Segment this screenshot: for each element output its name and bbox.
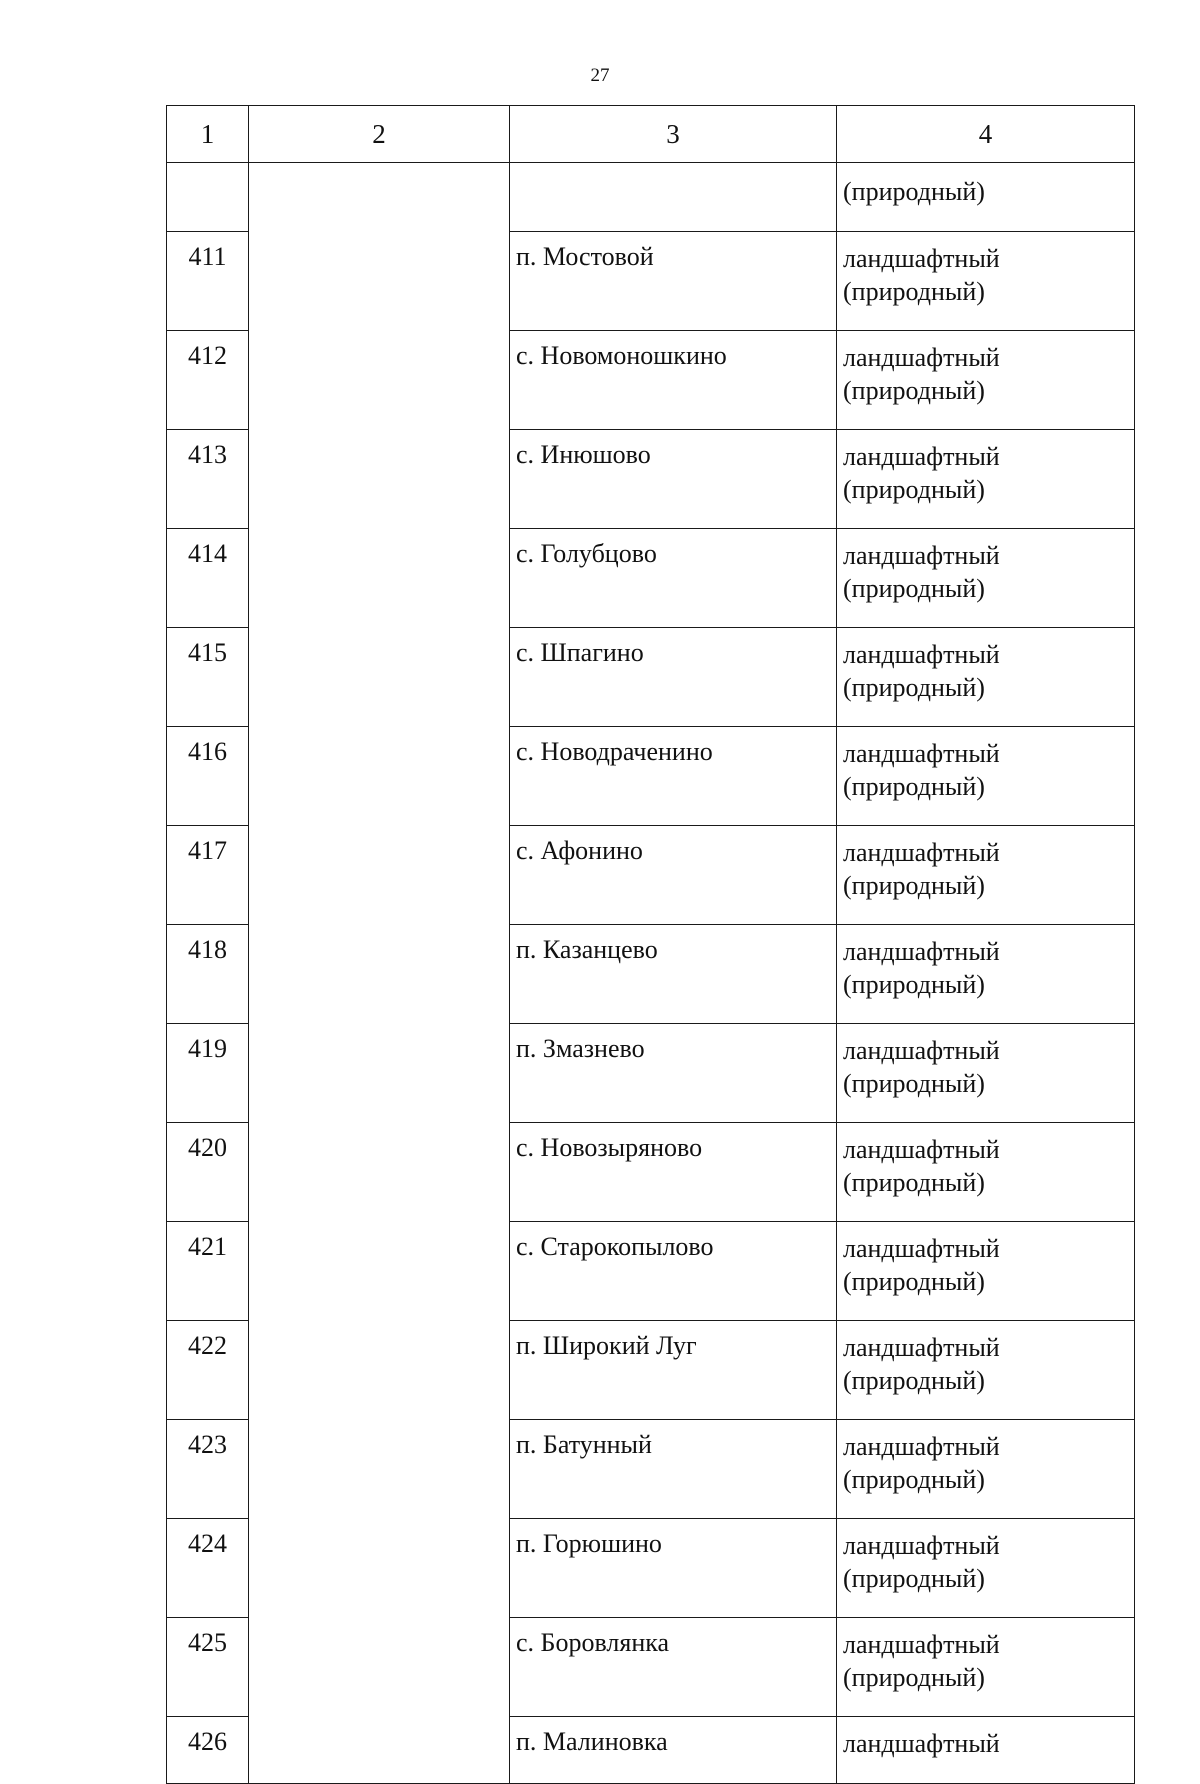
row-number (167, 163, 249, 232)
object-type (837, 331, 1135, 430)
column-2-merged-cell (249, 163, 510, 1784)
header-cell-4: 4 (837, 106, 1135, 163)
settlement-name: с. Боровлянка (510, 1618, 837, 1717)
object-type-line: (природный) (843, 1069, 985, 1098)
object-type (837, 529, 1135, 628)
settlement-name: с. Инюшово (510, 430, 837, 529)
row-number: 422 (167, 1321, 249, 1420)
settlement-name: п. Малиновка (510, 1717, 837, 1784)
object-type (837, 727, 1135, 826)
settlement-name (510, 163, 837, 232)
object-type-line: (природный) (843, 376, 985, 405)
object-type-line: ландшафтный (843, 1234, 1000, 1263)
objects-table (166, 105, 1135, 1784)
row-number: 420 (167, 1123, 249, 1222)
settlement-name: с. Новодраченино (510, 727, 837, 826)
object-type-line: ландшафтный (843, 739, 1000, 768)
settlement-name: с. Новомоношкино (510, 331, 837, 430)
header-cell-1: 1 (167, 106, 249, 163)
object-type-line: (природный) (843, 871, 985, 900)
object-type-line: ландшафтный (843, 1333, 1000, 1362)
settlement-name: п. Казанцево (510, 925, 837, 1024)
header-cell-3: 3 (510, 106, 837, 163)
row-number: 412 (167, 331, 249, 430)
row-number: 411 (167, 232, 249, 331)
settlement-name: п. Горюшино (510, 1519, 837, 1618)
settlement-name: п. Змазнево (510, 1024, 837, 1123)
object-type (837, 1717, 1135, 1784)
object-type (837, 1420, 1135, 1519)
object-type (837, 1024, 1135, 1123)
settlement-name: п. Мостовой (510, 232, 837, 331)
settlement-name: с. Новозыряново (510, 1123, 837, 1222)
object-type-line: (природный) (843, 574, 985, 603)
row-number: 421 (167, 1222, 249, 1321)
object-type (837, 430, 1135, 529)
object-type (837, 1222, 1135, 1321)
object-type-line: ландшафтный (843, 541, 1000, 570)
object-type (837, 1321, 1135, 1420)
object-type-line: (природный) (843, 1465, 985, 1494)
object-type-line: (природный) (843, 277, 985, 306)
page-number: 27 (590, 65, 610, 86)
settlement-name: с. Старокопылово (510, 1222, 837, 1321)
object-type-line: (природный) (843, 1168, 985, 1197)
row-number: 413 (167, 430, 249, 529)
row-number: 426 (167, 1717, 249, 1784)
object-type (837, 1618, 1135, 1717)
object-type-line: (природный) (843, 1663, 985, 1692)
row-number: 414 (167, 529, 249, 628)
object-type-line: (природный) (843, 475, 985, 504)
object-type (837, 1519, 1135, 1618)
row-number: 425 (167, 1618, 249, 1717)
header-cell-2: 2 (249, 106, 510, 163)
object-type (837, 826, 1135, 925)
settlement-name: п. Батунный (510, 1420, 837, 1519)
row-number: 424 (167, 1519, 249, 1618)
object-type-line: ландшафтный (843, 1531, 1000, 1560)
settlement-name: п. Широкий Луг (510, 1321, 837, 1420)
object-type-line: ландшафтный (843, 244, 1000, 273)
table-header-row (167, 106, 1135, 163)
object-type (837, 925, 1135, 1024)
object-type-line: (природный) (843, 177, 985, 206)
object-type-line: ландшафтный (843, 1630, 1000, 1659)
table-row-continuation (167, 163, 1135, 232)
object-type-line: (природный) (843, 1267, 985, 1296)
object-type-line: ландшафтный (843, 1729, 1000, 1758)
object-type-line: (природный) (843, 1366, 985, 1395)
object-type-line: ландшафтный (843, 937, 1000, 966)
row-number: 416 (167, 727, 249, 826)
object-type (837, 232, 1135, 331)
object-type (837, 163, 1135, 232)
settlement-name: с. Афонино (510, 826, 837, 925)
row-number: 423 (167, 1420, 249, 1519)
object-type-line: (природный) (843, 673, 985, 702)
settlement-name: с. Шпагино (510, 628, 837, 727)
row-number: 417 (167, 826, 249, 925)
object-type-line: (природный) (843, 1564, 985, 1593)
object-type-line: ландшафтный (843, 838, 1000, 867)
object-type-line: ландшафтный (843, 1135, 1000, 1164)
object-type-line: ландшафтный (843, 640, 1000, 669)
object-type (837, 1123, 1135, 1222)
row-number: 418 (167, 925, 249, 1024)
object-type-line: ландшафтный (843, 442, 1000, 471)
object-type-line: ландшафтный (843, 1432, 1000, 1461)
row-number: 419 (167, 1024, 249, 1123)
object-type-line: (природный) (843, 772, 985, 801)
row-number: 415 (167, 628, 249, 727)
object-type (837, 628, 1135, 727)
object-type-line: ландшафтный (843, 1036, 1000, 1065)
settlement-name: с. Голубцово (510, 529, 837, 628)
object-type-line: (природный) (843, 970, 985, 999)
object-type-line: ландшафтный (843, 343, 1000, 372)
